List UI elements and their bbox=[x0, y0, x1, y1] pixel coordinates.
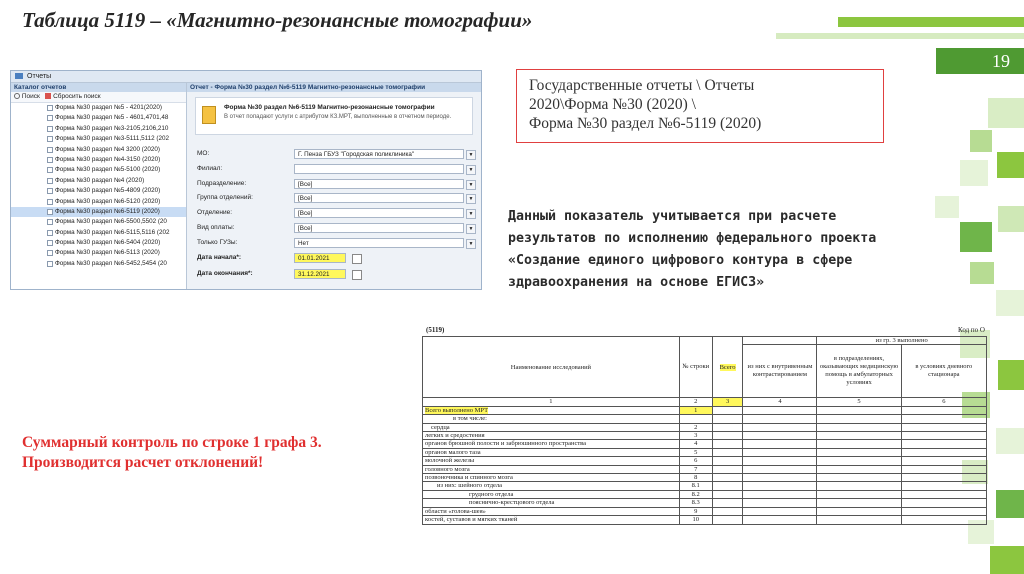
cell[interactable] bbox=[901, 474, 986, 482]
summary-control-note bbox=[22, 433, 422, 473]
cell[interactable] bbox=[712, 448, 743, 456]
row-num: 8.3 bbox=[679, 499, 712, 507]
cell[interactable] bbox=[712, 465, 743, 473]
cell[interactable] bbox=[743, 499, 817, 507]
cell[interactable] bbox=[901, 465, 986, 473]
summary-line: Суммарный контроль по строке 1 графа 3. bbox=[22, 434, 322, 451]
row-name: из них: шейного отдела bbox=[423, 482, 680, 490]
tree-item[interactable]: Форма №30 раздел №6-5404 (2020) bbox=[11, 238, 186, 248]
cell[interactable] bbox=[743, 474, 817, 482]
form-row-payment bbox=[197, 223, 474, 235]
col-number: 3 bbox=[712, 398, 743, 406]
table-row bbox=[423, 490, 987, 498]
col-number: 1 bbox=[423, 398, 680, 406]
row-num: 10 bbox=[679, 516, 712, 524]
cell[interactable] bbox=[712, 440, 743, 448]
table-row bbox=[423, 406, 987, 414]
cell[interactable] bbox=[817, 415, 901, 423]
chevron-down-icon[interactable]: ▼ bbox=[466, 194, 476, 204]
col-number-row bbox=[423, 398, 987, 406]
col-header-total-cell bbox=[712, 337, 743, 398]
window-icon bbox=[15, 73, 23, 79]
row-num: 2 bbox=[679, 423, 712, 431]
federal-project-note: Данный показатель учитывается при расчете результатов по исполнению федерального проекта «Создание единого цифрового контура в сфере здравоохранения на основе ЕГИСЗ» bbox=[508, 209, 877, 290]
cell[interactable] bbox=[743, 415, 817, 423]
cell[interactable] bbox=[817, 516, 901, 524]
cell[interactable] bbox=[743, 423, 817, 431]
form-row-mo bbox=[197, 149, 474, 161]
table-row bbox=[423, 482, 987, 490]
row-name: сердца bbox=[423, 423, 680, 431]
branch-select[interactable] bbox=[294, 164, 464, 174]
slide-title: Таблица 5119 – «Магнитно-резонансные томографии» bbox=[22, 8, 533, 32]
cell[interactable] bbox=[901, 482, 986, 490]
field-label: Только ГУЗы: bbox=[197, 239, 238, 246]
row-name: Всего выполнено МРТ bbox=[425, 406, 489, 414]
catalog-header: Каталог отчетов bbox=[11, 83, 186, 92]
cell[interactable] bbox=[901, 415, 986, 423]
cell[interactable] bbox=[743, 448, 817, 456]
col-header-internal: из них с внутривенным контрастированием bbox=[743, 345, 817, 398]
row-name: органов малого таза bbox=[423, 448, 680, 456]
form-5119-table bbox=[422, 326, 992, 566]
reports-app-screenshot bbox=[10, 70, 482, 290]
tree-item[interactable]: Форма №30 раздел №3-5111,5112 (202 bbox=[11, 134, 186, 144]
table-row bbox=[423, 448, 987, 456]
table-row bbox=[423, 507, 987, 515]
row-num bbox=[679, 415, 712, 423]
form-row-branch bbox=[197, 164, 474, 176]
report-info-box bbox=[195, 97, 473, 135]
cell[interactable] bbox=[817, 482, 901, 490]
table-row bbox=[423, 516, 987, 524]
cell[interactable] bbox=[712, 499, 743, 507]
date-start-input[interactable]: 01.01.2021 bbox=[294, 253, 346, 263]
table-row bbox=[423, 423, 987, 431]
row-num: 9 bbox=[679, 507, 712, 515]
chevron-down-icon[interactable]: ▼ bbox=[466, 180, 476, 190]
table-row bbox=[423, 440, 987, 448]
cell[interactable] bbox=[712, 457, 743, 465]
field-label: Вид оплаты: bbox=[197, 224, 235, 231]
tree-item[interactable]: Форма №30 раздел №6-5115,5116 (202 bbox=[11, 228, 186, 238]
date-start-label: Дата начала*: bbox=[197, 254, 242, 261]
cell[interactable] bbox=[817, 448, 901, 456]
only-guz-select[interactable]: Нет bbox=[294, 238, 464, 248]
row-num: 4 bbox=[679, 440, 712, 448]
mo-select[interactable]: Г. Пенза ГБУЗ "Городская поликлиника" bbox=[294, 149, 464, 159]
tree-item[interactable]: Форма №30 раздел №6-5500,5502 (20 bbox=[11, 217, 186, 227]
row-name: грудного отдела bbox=[423, 490, 680, 498]
reset-search-icon[interactable] bbox=[45, 93, 51, 99]
top-accent-bar-light bbox=[776, 33, 1024, 39]
cell[interactable] bbox=[817, 499, 901, 507]
cell[interactable] bbox=[743, 482, 817, 490]
field-label: МО: bbox=[197, 150, 210, 157]
cell[interactable] bbox=[817, 507, 901, 515]
tree-item[interactable]: Форма №30 раздел №4-3150 (2020) bbox=[11, 155, 186, 165]
cell[interactable] bbox=[712, 406, 743, 414]
report-pane bbox=[187, 83, 481, 289]
cell[interactable] bbox=[712, 516, 743, 524]
report-description: В отчет попадают услуги с атрибутом КЗ.МРТ, выполненные в отчетном периоде. bbox=[224, 114, 452, 120]
col-header-dayhosp: в условиях дневного стационара bbox=[901, 345, 986, 398]
cell[interactable] bbox=[901, 490, 986, 498]
chevron-down-icon[interactable]: ▼ bbox=[466, 165, 476, 175]
row-num: 7 bbox=[679, 465, 712, 473]
field-label: Подразделение: bbox=[197, 180, 247, 187]
summary-line: Производится расчет отклонений! bbox=[22, 454, 264, 471]
path-line: Форма №30 раздел №6-5119 (2020) bbox=[529, 115, 762, 132]
cell[interactable] bbox=[901, 432, 986, 440]
cell[interactable] bbox=[901, 440, 986, 448]
table-code: (5119) bbox=[426, 326, 445, 334]
row-num: 8.2 bbox=[679, 490, 712, 498]
cell[interactable] bbox=[817, 423, 901, 431]
tree-item[interactable]: Форма №30 раздел №4 3200 (2020) bbox=[11, 145, 186, 155]
dept-group-select[interactable]: [Все] bbox=[294, 193, 464, 203]
form-row-department bbox=[197, 208, 474, 220]
calendar-icon[interactable] bbox=[352, 270, 362, 280]
col-number: 5 bbox=[817, 398, 901, 406]
row-name: органов брюшной полости и забрюшинного пространства bbox=[423, 440, 680, 448]
date-end-label: Дата окончания*: bbox=[197, 270, 253, 277]
col-header-name: Наименование исследований bbox=[423, 337, 680, 398]
chevron-down-icon[interactable]: ▼ bbox=[466, 150, 476, 160]
cell[interactable] bbox=[743, 516, 817, 524]
path-line: 2020\Форма №30 (2020) \ bbox=[529, 96, 696, 113]
cell[interactable] bbox=[817, 457, 901, 465]
row-num: 3 bbox=[679, 432, 712, 440]
subdivision-select[interactable]: [Все] bbox=[294, 179, 464, 189]
col-header-ambulatory: в подразделениях, оказывающих медицинскую помощь в амбулаторных условиях bbox=[817, 345, 901, 398]
tree-item[interactable]: Форма №30 раздел №5-5100 (2020) bbox=[11, 165, 186, 175]
date-end-input[interactable]: 31.12.2021 bbox=[294, 269, 346, 279]
department-select[interactable]: [Все] bbox=[294, 208, 464, 218]
window-titlebar bbox=[11, 71, 481, 83]
cell[interactable] bbox=[817, 440, 901, 448]
form-row-only-guz bbox=[197, 238, 474, 250]
cell[interactable] bbox=[743, 465, 817, 473]
tree-item[interactable]: Форма №30 раздел №5 - 4601,4701,48 bbox=[11, 113, 186, 123]
report-path-box bbox=[516, 69, 884, 143]
cell[interactable] bbox=[743, 440, 817, 448]
report-tree bbox=[11, 103, 186, 269]
col-header-total: Всего bbox=[719, 363, 736, 371]
row-num: 8.1 bbox=[679, 482, 712, 490]
cell[interactable] bbox=[817, 490, 901, 498]
field-label: Отделение: bbox=[197, 209, 233, 216]
col-number: 6 bbox=[901, 398, 986, 406]
table-row bbox=[423, 474, 987, 482]
table-code-right: Код по О bbox=[958, 326, 985, 334]
row-name: молочной железы bbox=[423, 457, 680, 465]
table-row bbox=[423, 432, 987, 440]
cell[interactable] bbox=[901, 516, 986, 524]
cell[interactable] bbox=[901, 507, 986, 515]
cell[interactable] bbox=[712, 490, 743, 498]
form-row-dept-group bbox=[197, 193, 474, 205]
tree-item[interactable]: Форма №30 раздел №5 - 4201(2020) bbox=[11, 103, 186, 113]
cell[interactable] bbox=[712, 474, 743, 482]
cell[interactable] bbox=[743, 432, 817, 440]
cell[interactable] bbox=[901, 448, 986, 456]
field-label: Филиал: bbox=[197, 165, 223, 172]
window-title: Отчеты bbox=[27, 73, 52, 80]
row-name: области «голова-шея» bbox=[423, 507, 680, 515]
row-name: пояснично-крестцового отдела bbox=[423, 499, 680, 507]
catalog-toolbar bbox=[11, 92, 186, 103]
form-row-date-start bbox=[197, 253, 471, 265]
table-row bbox=[423, 499, 987, 507]
cell[interactable] bbox=[817, 432, 901, 440]
row-num: 5 bbox=[679, 448, 712, 456]
cell[interactable] bbox=[743, 507, 817, 515]
chevron-down-icon[interactable]: ▼ bbox=[466, 224, 476, 234]
col-header-blank bbox=[743, 337, 817, 345]
cell[interactable] bbox=[817, 406, 901, 414]
tree-item[interactable]: Форма №30 раздел №6-5113 (2020) bbox=[11, 248, 186, 258]
cell[interactable] bbox=[712, 415, 743, 423]
table-row bbox=[423, 457, 987, 465]
payment-select[interactable]: [Все] bbox=[294, 223, 464, 233]
table-row bbox=[423, 465, 987, 473]
reset-search-button[interactable]: Сбросить поиск bbox=[53, 93, 101, 100]
cell[interactable] bbox=[817, 465, 901, 473]
cell[interactable] bbox=[712, 482, 743, 490]
cell[interactable] bbox=[743, 457, 817, 465]
tree-item[interactable]: Форма №30 раздел №4 (2020) bbox=[11, 176, 186, 186]
field-label: Группа отделений: bbox=[197, 194, 253, 201]
search-button[interactable]: Поиск bbox=[21, 93, 40, 100]
cell[interactable] bbox=[712, 507, 743, 515]
cell[interactable] bbox=[743, 406, 817, 414]
row-name: костей, суставов и мягких тканей bbox=[423, 516, 680, 524]
chevron-down-icon[interactable]: ▼ bbox=[466, 239, 476, 249]
search-icon[interactable] bbox=[14, 93, 20, 99]
tree-item[interactable]: Форма №30 раздел №5-4809 (2020) bbox=[11, 186, 186, 196]
form-row-subdivision bbox=[197, 179, 474, 191]
cell[interactable] bbox=[901, 499, 986, 507]
report-name: Форма №30 раздел №6-5119 Магнитно-резонансные томографии bbox=[224, 104, 435, 111]
catalog-pane bbox=[11, 83, 187, 289]
cell[interactable] bbox=[712, 432, 743, 440]
cell[interactable] bbox=[712, 423, 743, 431]
report-header: Отчет - Форма №30 раздел №6-5119 Магнитно-резонансные томографии bbox=[187, 83, 481, 92]
row-name: легких и средостения bbox=[423, 432, 680, 440]
calendar-icon[interactable] bbox=[352, 254, 362, 264]
col-header-row: № строки bbox=[679, 337, 712, 398]
cell[interactable] bbox=[817, 474, 901, 482]
col-number: 2 bbox=[679, 398, 712, 406]
page-number: 19 bbox=[936, 48, 1024, 74]
form-row-date-end bbox=[197, 269, 471, 281]
row-num: 6 bbox=[679, 457, 712, 465]
tree-item[interactable]: Форма №30 раздел №3-2105,2106,210 bbox=[11, 124, 186, 134]
cell[interactable] bbox=[743, 490, 817, 498]
chevron-down-icon[interactable]: ▼ bbox=[466, 209, 476, 219]
col-number: 4 bbox=[743, 398, 817, 406]
top-accent-bar bbox=[838, 17, 1024, 27]
row-num: 1 bbox=[679, 406, 712, 414]
document-icon bbox=[202, 106, 216, 124]
path-line: Государственные отчеты \ Отчеты bbox=[529, 77, 755, 94]
cell[interactable] bbox=[901, 423, 986, 431]
row-name-cell bbox=[423, 406, 680, 414]
table-row bbox=[423, 415, 987, 423]
group-header: из гр. 3 выполнено bbox=[817, 337, 987, 345]
cell[interactable] bbox=[901, 457, 986, 465]
tree-item[interactable]: Форма №30 раздел №6-5452,5454 (20 bbox=[11, 259, 186, 269]
cell[interactable] bbox=[901, 406, 986, 414]
row-num: 8 bbox=[679, 474, 712, 482]
data-table bbox=[422, 336, 987, 525]
table-caption bbox=[422, 326, 992, 336]
tree-item[interactable]: Форма №30 раздел №6-5120 (2020) bbox=[11, 197, 186, 207]
row-name: позвоночника и спинного мозга bbox=[423, 474, 680, 482]
row-name: в том числе: bbox=[423, 415, 680, 423]
row-name: головного мозга bbox=[423, 465, 680, 473]
tree-item-selected[interactable]: Форма №30 раздел №6-5119 (2020) bbox=[11, 207, 186, 217]
